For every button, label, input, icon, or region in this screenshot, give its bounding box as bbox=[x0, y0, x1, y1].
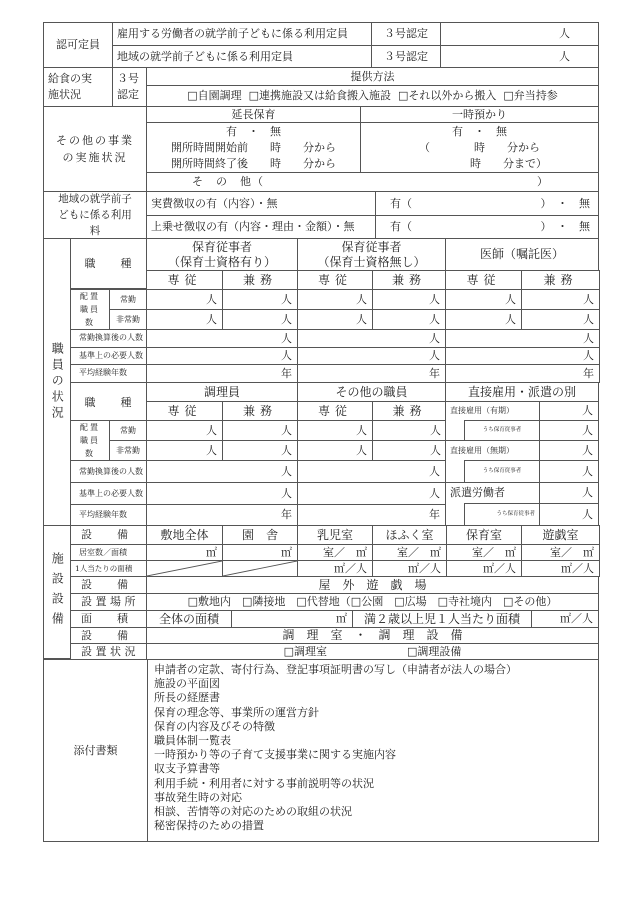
other-close: ） bbox=[537, 175, 548, 189]
attachment-item: 保育の内容及びその特徴 bbox=[154, 719, 275, 733]
room-header-2: 乳児室 bbox=[297, 525, 373, 545]
staff-count-input[interactable]: 人 bbox=[146, 440, 223, 461]
meals-method-header: 提供方法 bbox=[146, 67, 599, 86]
per-person-area-input[interactable]: ㎡／人 bbox=[297, 560, 373, 577]
employment-count-input[interactable]: 人 bbox=[539, 460, 599, 483]
extended-care-details bbox=[146, 122, 361, 173]
fee-row-2-close: ） ・ 無 bbox=[540, 220, 590, 234]
avg-years-label-1: 平均経験年数 bbox=[70, 364, 147, 383]
room-header-3: ほふく室 bbox=[372, 525, 447, 545]
fees-label: 地域の就学前子どもに係る利用料 bbox=[43, 191, 147, 239]
attachment-item: 一時預かり等の子育て支援事業に関する実施内容 bbox=[154, 748, 396, 762]
staff-total-input[interactable]: 人 bbox=[146, 329, 298, 348]
staff-count-input[interactable]: 人 bbox=[372, 420, 447, 441]
employment-row-label: 派遣労働者 bbox=[445, 482, 540, 504]
other-label: そ の 他（ bbox=[192, 175, 264, 189]
converted-label-2: 常勤換算後の人数 bbox=[70, 460, 147, 483]
staff-count-input[interactable]: 人 bbox=[297, 289, 373, 310]
employment-indent bbox=[445, 503, 465, 526]
required-label-1: 基準上の必要人数 bbox=[70, 347, 147, 366]
fee-row-1-value[interactable] bbox=[375, 191, 599, 216]
staff-count-input[interactable]: 人 bbox=[222, 440, 298, 461]
room-header-5: 遊戯室 bbox=[521, 525, 600, 545]
parttime-label-2: 非常勤 bbox=[109, 440, 147, 461]
total-area-input[interactable]: ㎡ bbox=[231, 610, 353, 628]
employment-sub-label: うち保育従事者 bbox=[464, 420, 540, 441]
room-count-area-input[interactable]: 室／ ㎡ bbox=[521, 544, 600, 561]
fee-row-1-desc: 実費徴収の有（内容）・無 bbox=[146, 191, 376, 216]
job-cook: 調理員 bbox=[146, 382, 298, 402]
parttime-label-1: 非常勤 bbox=[109, 309, 147, 330]
col-concurrent: 兼務 bbox=[222, 270, 298, 290]
staff-count-input[interactable]: 人 bbox=[146, 420, 223, 441]
temporary-care-to[interactable]: 時 分まで） bbox=[470, 156, 547, 170]
fee-row-1-open: 有（ bbox=[390, 196, 412, 210]
kitchen-room-checkbox[interactable]: □調理室 bbox=[283, 644, 327, 658]
staff-total-input[interactable]: 人 bbox=[146, 347, 298, 366]
fulltime-label-1: 常勤 bbox=[109, 289, 147, 310]
placement-label-2: 配置職員数 bbox=[70, 420, 110, 461]
site-area-input[interactable]: ㎡ bbox=[146, 544, 223, 561]
col-dedicated: 専従 bbox=[445, 270, 522, 290]
meals-option-packed-lunch[interactable]: □弁当持参 bbox=[503, 89, 558, 103]
job-childcare-unqualified-line1: 保育従事者 bbox=[341, 239, 402, 254]
outdoor-playground-header: 屋 外 遊 戯 場 bbox=[146, 576, 599, 594]
col-concurrent: 兼務 bbox=[222, 401, 298, 421]
employment-count-input[interactable]: 人 bbox=[539, 503, 599, 526]
staff-count-input[interactable]: 人 bbox=[372, 289, 446, 310]
employment-row-label: 直接雇用（有期） bbox=[445, 401, 540, 421]
staff-count-input[interactable]: 人 bbox=[297, 309, 373, 330]
room-count-area-input[interactable]: 室／ ㎡ bbox=[446, 544, 522, 561]
staff-count-input[interactable]: 人 bbox=[521, 289, 600, 310]
install-status-label: 設 置 状 況 bbox=[70, 643, 147, 660]
col-dedicated: 専従 bbox=[297, 270, 373, 290]
employment-row-label: 直接雇用（無期） bbox=[445, 440, 540, 461]
room-header-0: 敷地全体 bbox=[146, 525, 223, 545]
per-person-area-input[interactable]: ㎡／人 bbox=[521, 560, 600, 577]
job-other-staff: その他の職員 bbox=[297, 382, 446, 402]
facility-equipment-label: 設 備 bbox=[70, 525, 147, 545]
staff-total-input[interactable]: 人 bbox=[297, 460, 446, 483]
staff-total-input[interactable]: 人 bbox=[146, 460, 298, 483]
attachments-label: 添付書類 bbox=[43, 659, 148, 842]
meals-label: 給食の実施状況 bbox=[43, 67, 113, 107]
location-options[interactable]: □敷地内 □隣接地 □代替地（□公園 □広場 □寺社境内 □その他） bbox=[146, 593, 599, 611]
staff-count-input[interactable]: 人 bbox=[222, 309, 298, 330]
temporary-care-from[interactable]: （ 時 分から bbox=[419, 140, 540, 154]
per-person-area-input[interactable]: ㎡／人 bbox=[446, 560, 522, 577]
staff-job-label-1: 職 種 bbox=[70, 238, 147, 289]
other-services-other[interactable] bbox=[146, 172, 599, 192]
temporary-care-yes-no[interactable]: 有 ・ 無 bbox=[452, 124, 507, 138]
other-services-label: その他の事業の実施状況 bbox=[43, 106, 147, 192]
attachment-item: 所長の経歴書 bbox=[154, 691, 220, 705]
facility-section-label: 施設設備 bbox=[43, 525, 71, 659]
staff-job-label-2: 職 種 bbox=[70, 382, 147, 424]
staff-count-input[interactable]: 人 bbox=[146, 289, 223, 310]
attachment-item: 申請者の定款、寄付行為、登記事項証明書の写し（申請者が法人の場合） bbox=[154, 663, 517, 676]
col-concurrent: 兼務 bbox=[372, 270, 446, 290]
attachment-item: 事故発生時の対応 bbox=[154, 790, 242, 804]
location-label: 設 置 場 所 bbox=[70, 593, 147, 611]
employment-type-header: 直接雇用・派遣の別 bbox=[445, 382, 599, 402]
employment-sub-label: うち保育従事者 bbox=[464, 460, 540, 483]
col-concurrent: 兼務 bbox=[521, 270, 600, 290]
capacity-row-1-value[interactable]: 人 bbox=[440, 22, 599, 46]
job-doctor: 医師（嘱託医） bbox=[445, 238, 599, 271]
fee-row-2-value[interactable] bbox=[375, 215, 599, 239]
col-dedicated: 専従 bbox=[146, 401, 223, 421]
capacity-label: 認可定員 bbox=[43, 22, 113, 68]
staff-count-input[interactable]: 人 bbox=[297, 420, 373, 441]
meals-option-other-delivery[interactable]: □それ以外から搬入 bbox=[398, 89, 497, 103]
capacity-row-2-value[interactable]: 人 bbox=[440, 45, 599, 68]
temporary-care-header: 一時預かり bbox=[360, 106, 599, 123]
extended-care-yes-no[interactable]: 有 ・ 無 bbox=[226, 124, 281, 138]
meals-option-partner-facility[interactable]: □連携施設又は給食搬入施設 bbox=[248, 89, 391, 103]
job-childcare-qualified-line2: （保育士資格有り） bbox=[167, 254, 276, 269]
room-header-4: 保育室 bbox=[446, 525, 522, 545]
col-dedicated: 専従 bbox=[297, 401, 373, 421]
staff-total-input[interactable]: 年 bbox=[297, 364, 446, 383]
employment-count-input[interactable]: 人 bbox=[539, 482, 599, 504]
employment-sub-label: うち保育従事者 bbox=[464, 503, 540, 526]
site-per-person-na bbox=[146, 560, 223, 577]
per-child-area-label: 満２歳以上児１人当たり面積 bbox=[352, 610, 532, 628]
fulltime-label-2: 常勤 bbox=[109, 420, 147, 441]
meals-options bbox=[146, 85, 599, 107]
room-header-1: 園 舎 bbox=[222, 525, 298, 545]
staff-total-input[interactable]: 年 bbox=[445, 364, 600, 383]
attachment-item: 秘密保持のための措置 bbox=[154, 819, 264, 833]
attachment-item: 利用手続・利用者に対する事前説明等の状況 bbox=[154, 776, 374, 790]
capacity-row-2-desc: 地域の就学前子どもに係る利用定員 bbox=[112, 45, 372, 68]
meals-cert: ３号認定 bbox=[112, 67, 147, 107]
capacity-row-1-cert: ３号認定 bbox=[371, 22, 441, 46]
fee-row-2-open: 有（ bbox=[390, 220, 412, 234]
attachment-item: 保育の理念等、事業所の運営方針 bbox=[154, 705, 319, 719]
per-person-area-label: 1人当たりの面積 bbox=[70, 560, 147, 577]
job-childcare-qualified-line1: 保育従事者 bbox=[191, 239, 252, 254]
employment-count-input[interactable]: 人 bbox=[539, 440, 599, 461]
attachments-list bbox=[147, 659, 599, 842]
job-childcare-qualified bbox=[146, 238, 298, 271]
staff-total-input[interactable]: 人 bbox=[297, 329, 446, 348]
staff-count-input[interactable]: 人 bbox=[445, 289, 522, 310]
fee-row-1-close: ） ・ 無 bbox=[540, 196, 590, 210]
area-label: 面 積 bbox=[70, 610, 147, 628]
attachment-item: 相談、苦情等の対応のための取組の状況 bbox=[154, 805, 352, 819]
meals-option-self-cooking[interactable]: □自園調理 bbox=[187, 89, 242, 103]
kitchen-header: 調 理 室 ・ 調 理 設 備 bbox=[146, 627, 599, 644]
fee-row-2-desc: 上乗せ徴収の有（内容・理由・金額）・無 bbox=[146, 215, 376, 239]
employment-indent bbox=[445, 420, 465, 441]
staff-total-input[interactable]: 年 bbox=[297, 504, 446, 526]
attachment-item: 施設の平面図 bbox=[154, 677, 220, 691]
staff-section-label: 職員の状況 bbox=[43, 238, 71, 526]
staff-count-input[interactable]: 人 bbox=[521, 309, 600, 330]
required-label-2: 基準上の必要人数 bbox=[70, 482, 147, 505]
col-dedicated: 専従 bbox=[146, 270, 223, 290]
converted-label-1: 常勤換算後の人数 bbox=[70, 329, 147, 348]
staff-count-input[interactable]: 人 bbox=[146, 309, 223, 330]
job-childcare-unqualified-line2: （保育士資格無し） bbox=[317, 254, 426, 269]
col-concurrent: 兼務 bbox=[372, 401, 447, 421]
job-childcare-unqualified bbox=[297, 238, 446, 271]
attachment-item: 職員体制一覧表 bbox=[154, 734, 231, 748]
temporary-care-details bbox=[360, 122, 599, 173]
staff-total-input[interactable]: 人 bbox=[297, 482, 446, 505]
staff-count-input[interactable]: 人 bbox=[222, 420, 298, 441]
staff-total-input[interactable]: 人 bbox=[445, 347, 600, 366]
kitchen-equipment-label: 設 備 bbox=[70, 627, 147, 644]
extended-care-before[interactable]: 開所時間開始前 時 分から bbox=[171, 140, 336, 154]
staff-count-input[interactable]: 人 bbox=[297, 440, 373, 461]
attachment-item: 収支予算書等 bbox=[154, 762, 220, 776]
outdoor-equipment-label: 設 備 bbox=[70, 576, 147, 594]
extended-care-header: 延長保育 bbox=[146, 106, 361, 123]
capacity-row-2-cert: ３号認定 bbox=[371, 45, 441, 68]
staff-count-input[interactable]: 人 bbox=[445, 309, 522, 330]
avg-years-label-2: 平均経験年数 bbox=[70, 504, 147, 526]
total-area-label: 全体の面積 bbox=[146, 610, 232, 628]
extended-care-after[interactable]: 開所時間終了後 時 分から bbox=[171, 156, 336, 170]
per-person-area-input[interactable]: ㎡／人 bbox=[372, 560, 447, 577]
install-status-options bbox=[146, 643, 599, 660]
staff-total-input[interactable]: 人 bbox=[146, 482, 298, 505]
building-per-person-na bbox=[222, 560, 298, 577]
staff-total-input[interactable]: 年 bbox=[146, 364, 298, 383]
per-child-area-input[interactable]: ㎡／人 bbox=[531, 610, 599, 628]
staff-total-input[interactable]: 人 bbox=[297, 347, 446, 366]
staff-count-input[interactable]: 人 bbox=[222, 289, 298, 310]
room-count-area-input[interactable]: 室／ ㎡ bbox=[372, 544, 447, 561]
room-count-area-label: 居室数／面積 bbox=[70, 544, 147, 561]
employment-count-input[interactable]: 人 bbox=[539, 401, 599, 421]
room-count-area-input[interactable]: 室／ ㎡ bbox=[297, 544, 373, 561]
kitchen-equipment-checkbox[interactable]: □調理設備 bbox=[407, 644, 462, 658]
building-area-input[interactable]: ㎡ bbox=[222, 544, 298, 561]
staff-count-input[interactable]: 人 bbox=[372, 440, 447, 461]
placement-label-1: 配置職員数 bbox=[70, 289, 110, 330]
employment-count-input[interactable]: 人 bbox=[539, 420, 599, 441]
employment-indent bbox=[445, 460, 465, 483]
staff-total-input[interactable]: 年 bbox=[146, 504, 298, 526]
capacity-row-1-desc: 雇用する労働者の就学前子どもに係る利用定員 bbox=[112, 22, 372, 46]
staff-total-input[interactable]: 人 bbox=[445, 329, 600, 348]
staff-count-input[interactable]: 人 bbox=[372, 309, 446, 330]
